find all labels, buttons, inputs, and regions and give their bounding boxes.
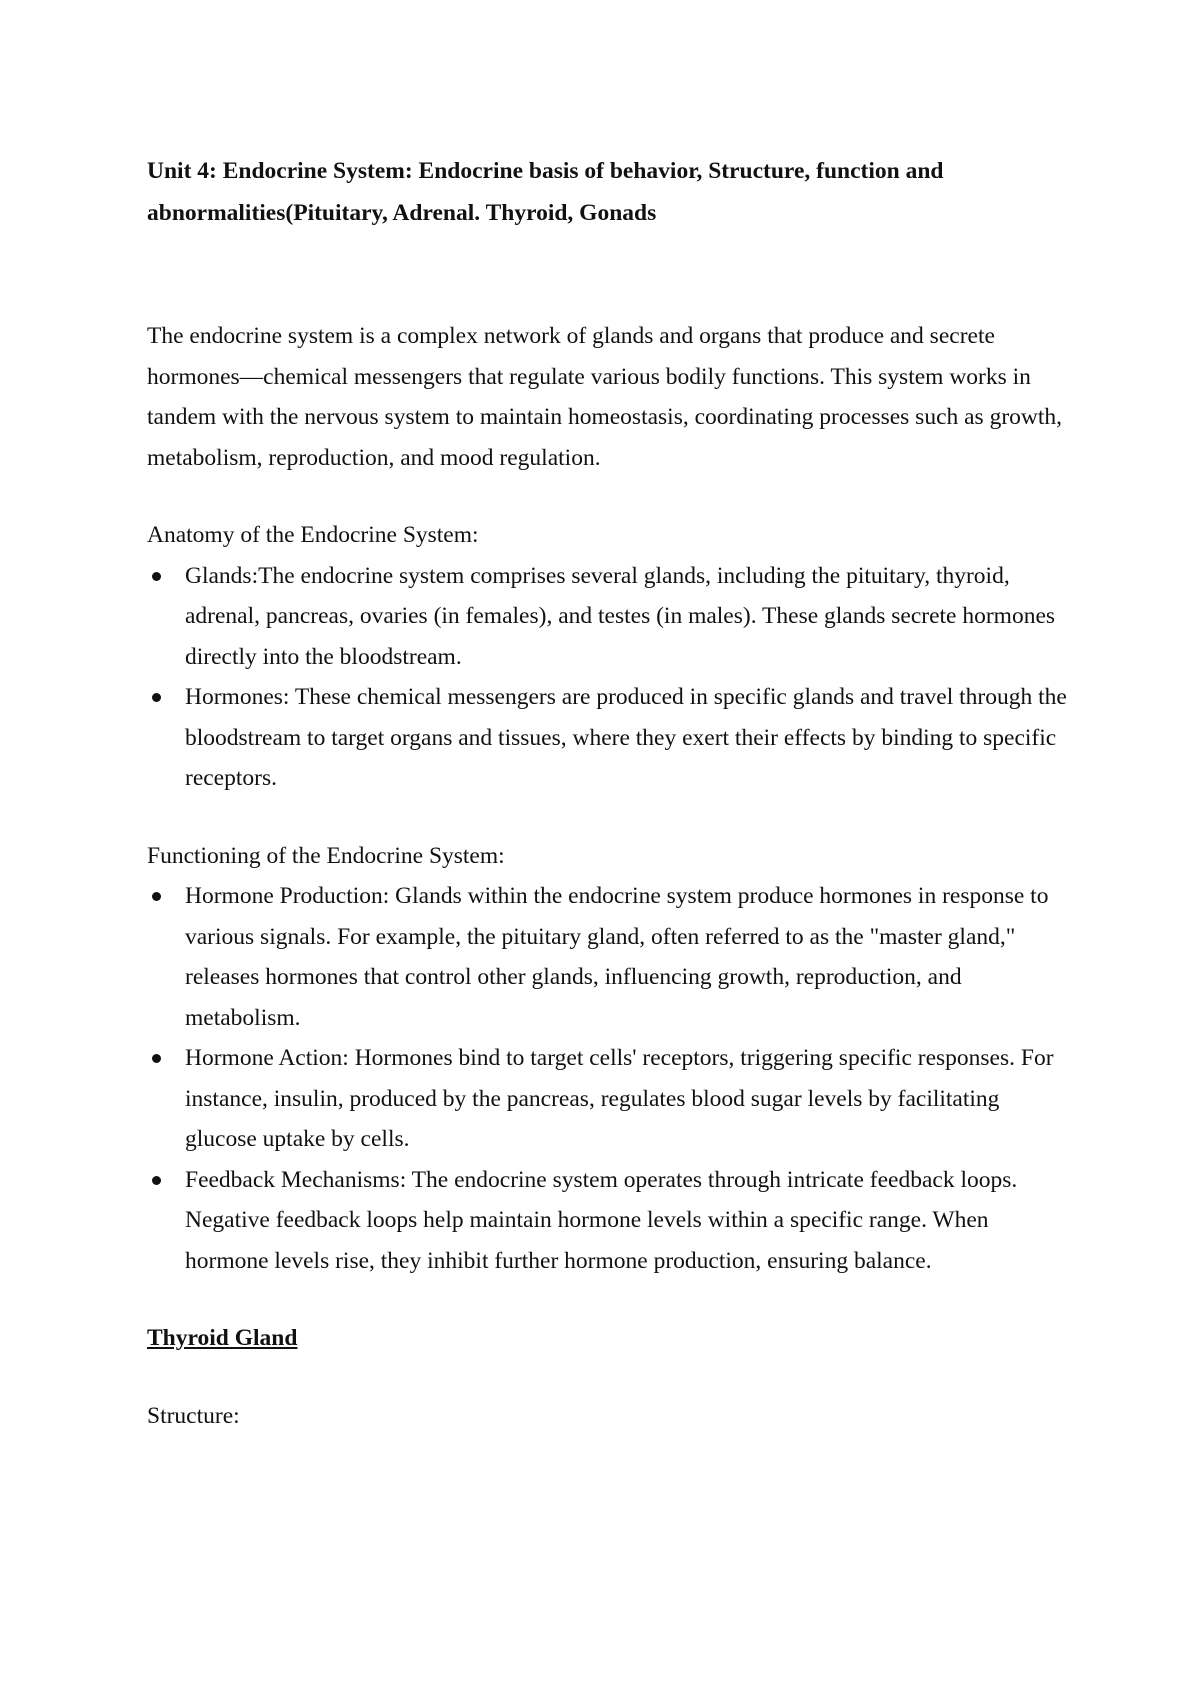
document-title: Unit 4: Endocrine System: Endocrine basis of behavior, Structure, function and abnormalities(Pituitary, Adrenal. Thyroid, Gonads: [147, 158, 944, 226]
list-item-text: Feedback Mechanisms: The endocrine system operates through intricate feedback loops. Negative feedback loops help maintain hormone levels within a specific range. When hormone levels rise, they inhibit further hormone production, ensuring balance.: [185, 1166, 1018, 1274]
anatomy-heading: Anatomy of the Endocrine System:: [147, 522, 479, 548]
intro-paragraph: The endocrine system is a complex network of glands and organs that produce and secrete hormones—chemical messengers that regulate various bodily functions. This system works in tandem with the nervous system to maintain homeostasis, coordinating processes such as growth, metabolism, reproduction, and mood regulation.: [147, 323, 1063, 471]
bullet-icon: [152, 1054, 161, 1063]
bullet-icon: [152, 572, 161, 581]
list-item-text: Hormone Production: Glands within the endocrine system produce hormones in response to various signals. For example, the pituitary gland, often referred to as the "master gland," releases hormones that control other glands, influencing growth, reproduction, and metabolism.: [185, 883, 1049, 1031]
list-item: [147, 677, 1067, 799]
bullet-icon: [152, 1176, 161, 1185]
list-item: [147, 1038, 1067, 1160]
list-item-text: Glands:The endocrine system comprises several glands, including the pituitary, thyroid, adrenal, pancreas, ovaries (in females), and testes (in males). These glands secrete hormones directly into the bloodstream.: [185, 562, 1056, 670]
bullet-icon: [152, 892, 161, 901]
list-item: [147, 1160, 1067, 1282]
list-item: [147, 556, 1067, 678]
anatomy-list: [147, 556, 1067, 799]
list-item-text: Hormone Action: Hormones bind to target cells' receptors, triggering specific responses. For instance, insulin, produced by the pancreas, regulates blood sugar levels by facilitating glucose uptake by cells.: [185, 1045, 1054, 1152]
thyroid-heading: Thyroid Gland: [147, 1325, 298, 1351]
document-content: [147, 150, 1067, 1436]
list-item: [147, 876, 1067, 1038]
functioning-heading: Functioning of the Endocrine System:: [147, 842, 505, 869]
bullet-icon: [152, 693, 161, 702]
structure-label: Structure:: [147, 1402, 240, 1429]
functioning-list: [147, 876, 1067, 1281]
list-item-text: Hormones: These chemical messengers are produced in specific glands and travel through the bloodstream to target organs and tissues, where they exert their effects by binding to specific receptors.: [185, 684, 1067, 791]
